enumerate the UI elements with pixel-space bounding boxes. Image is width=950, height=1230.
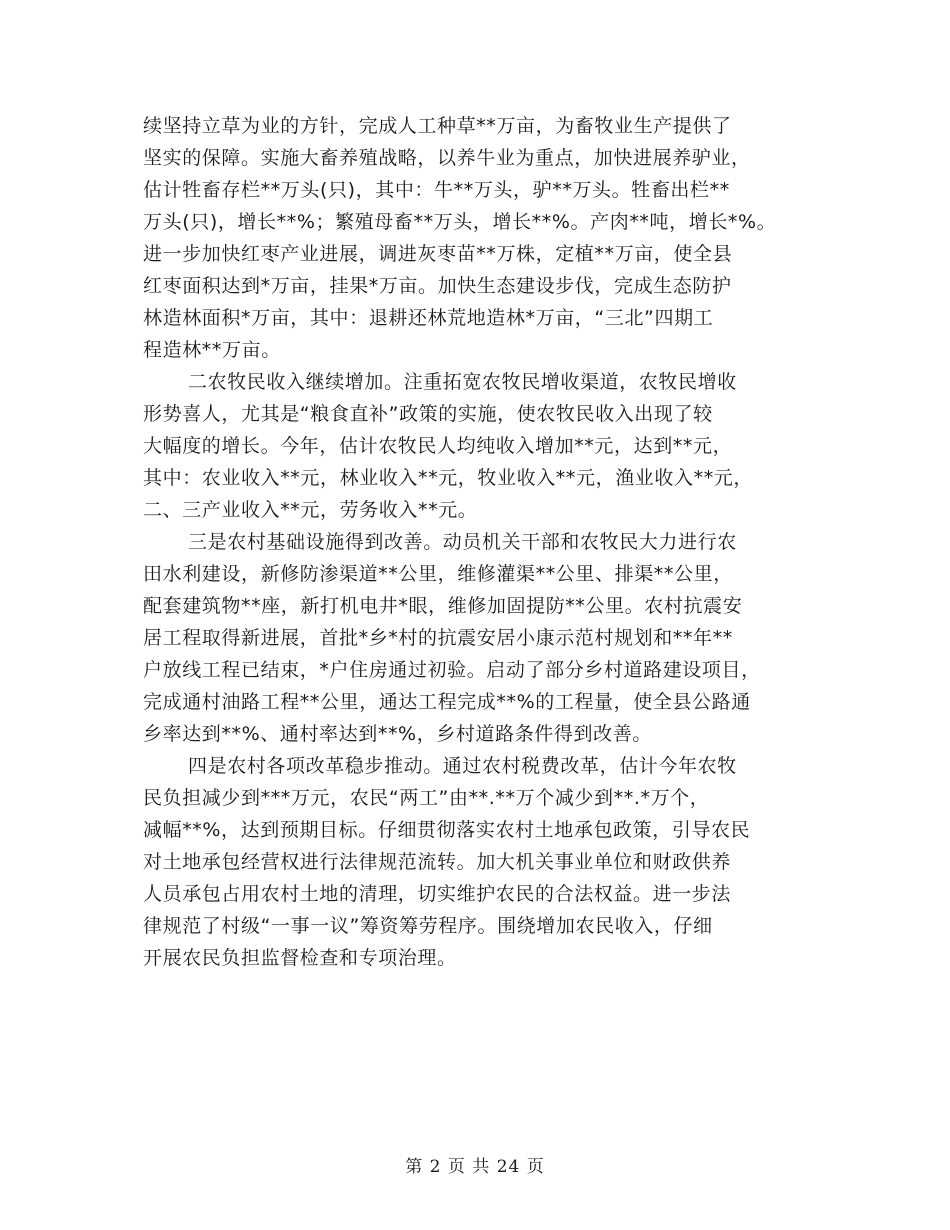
text-line: 形势喜人，尤其是“粮食直补”政策的实施，使农牧民收入出现了较 bbox=[143, 403, 713, 425]
text-line: 配套建筑物**座，新打机电井*眼，维修加固提防**公里。农村抗震安 bbox=[143, 595, 743, 617]
paragraph-first-line: 二农牧民收入继续增加。注重拓宽农牧民增收渠道，农牧民增收 bbox=[188, 371, 737, 393]
text-line: 开展农民负担监督检查和专项治理。 bbox=[143, 947, 457, 969]
text-line: 坚实的保障。实施大畜养殖战略，以养牛业为重点，加快进展养驴业， bbox=[143, 147, 751, 169]
text-line: 律规范了村级“一事一议”筹资筹劳程序。围绕增加农民收入，仔细 bbox=[143, 915, 713, 937]
text-line: 减幅**%，达到预期目标。仔细贯彻落实农村土地承包政策，引导农民 bbox=[143, 819, 751, 841]
text-line: 林造林面积*万亩，其中：退耕还林荒地造林*万亩，“三北”四期工 bbox=[143, 307, 714, 329]
text-line: 二、三产业收入**元，劳务收入**元。 bbox=[143, 499, 478, 521]
text-line: 户放线工程已结束，*户住房通过初验。启动了部分乡村道路建设项目， bbox=[143, 659, 761, 681]
page-number-footer: 第 2 页 共 24 页 bbox=[405, 1157, 545, 1177]
text-line: 红枣面积达到*万亩，挂果*万亩。加快生态建设步伐，完成生态防护 bbox=[143, 275, 732, 297]
text-line: 续坚持立草为业的方针，完成人工种草**万亩，为畜牧业生产提供了 bbox=[143, 115, 732, 137]
text-line: 完成通村油路工程**公里，通达工程完成**%的工程量，使全县公路通 bbox=[143, 691, 751, 713]
text-line: 民负担减少到***万元，农民“两工”由**.**万个减少到**.*万个， bbox=[143, 787, 710, 809]
text-line: 人员承包占用农村土地的清理，切实维护农民的合法权益。进一步法 bbox=[143, 883, 732, 905]
text-line: 万头(只)，增长**%；繁殖母畜**万头，增长**%。产肉**吨，增长*%。 bbox=[143, 211, 777, 233]
text-line: 进一步加快红枣产业进展，调进灰枣苗**万株，定植**万亩，使全县 bbox=[143, 243, 733, 265]
text-line: 大幅度的增长。今年，估计农牧民人均纯收入增加**元，达到**元， bbox=[143, 435, 733, 457]
text-line: 对土地承包经营权进行法律规范流转。加大机关事业单位和财政供养 bbox=[143, 851, 732, 873]
body-text bbox=[143, 110, 823, 974]
paragraph-first-line: 三是农村基础设施得到改善。动员机关干部和农牧民大力进行农 bbox=[188, 531, 737, 553]
text-line: 其中：农业收入**元，林业收入**元，牧业收入**元，渔业收入**元， bbox=[143, 467, 754, 489]
text-line: 乡率达到**%、通村率达到**%，乡村道路条件得到改善。 bbox=[143, 723, 652, 745]
text-line: 居工程取得新进展，首批*乡*村的抗震安居小康示范村规划和**年** bbox=[143, 627, 733, 649]
text-line: 田水利建设，新修防渗渠道**公里，维修灌渠**公里、排渠**公里， bbox=[143, 563, 733, 585]
text-line: 程造林**万亩。 bbox=[143, 339, 281, 361]
text-line: 估计牲畜存栏**万头(只)，其中：牛**万头，驴**万头。牲畜出栏** bbox=[143, 179, 730, 201]
paragraph-first-line: 四是农村各项改革稳步推动。通过农村税费改革，估计今年农牧 bbox=[188, 755, 737, 777]
